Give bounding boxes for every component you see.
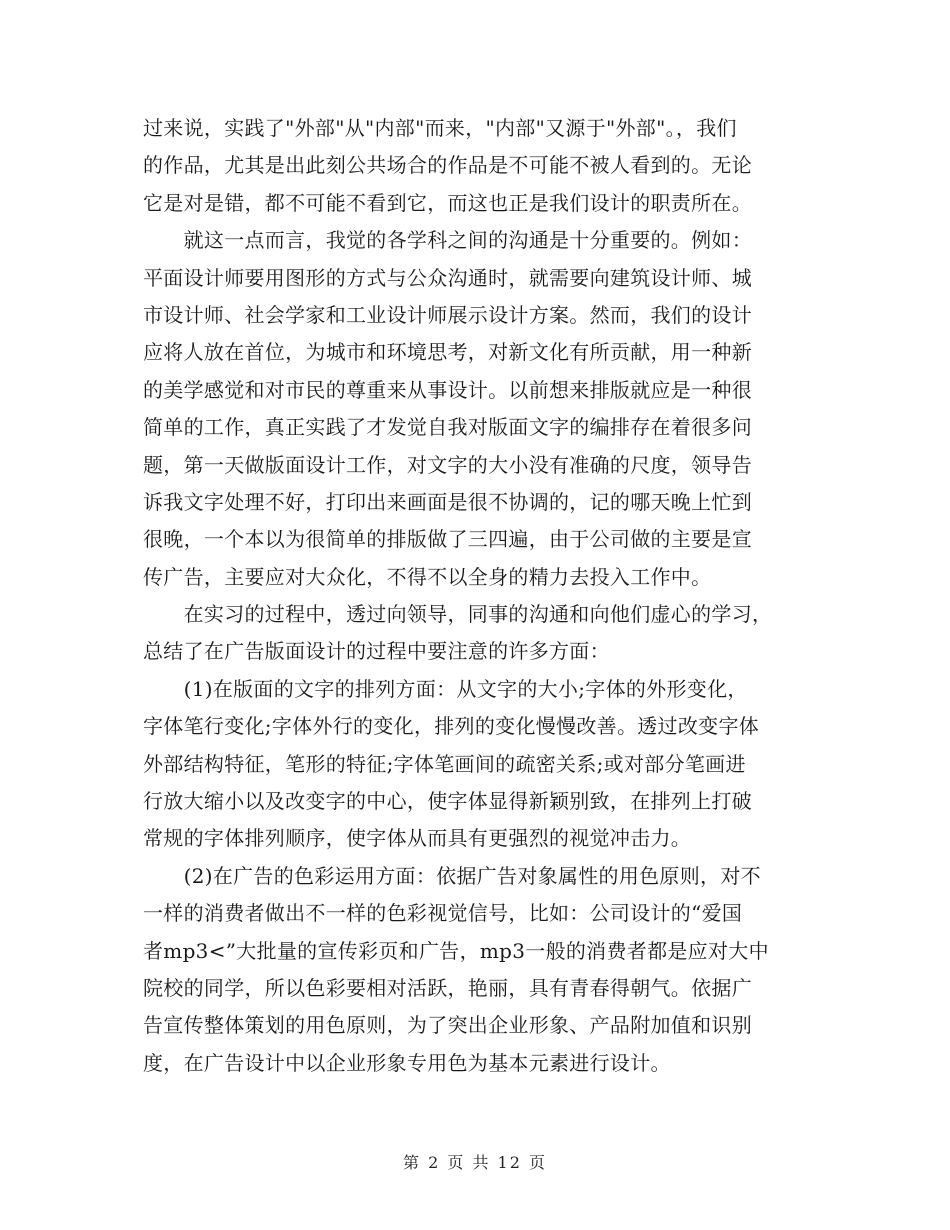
text-line: 就这一点而言，我觉的各学科之间的沟通是十分重要的。例如：: [143, 228, 752, 253]
text-line: 题，第一天做版面设计工作，对文字的大小没有准确的尺度，领导告: [143, 452, 752, 477]
text-line: 它是对是错，都不可能不看到它，而这也正是我们设计的职责所在。: [143, 190, 752, 215]
text-line: 的作品，尤其是出此刻公共场合的作品是不可能不被人看到的。无论: [143, 153, 752, 178]
document-body: [143, 110, 813, 1082]
text-line: 告宣传整体策划的用色原则，为了突出企业形象、产品附加值和识别: [143, 1013, 752, 1038]
text-line: 行放大缩小以及改变字的中心，使字体显得新颖别致，在排列上打破: [143, 789, 752, 814]
text-line: 常规的字体排列顺序，使字体从而具有更强烈的视觉冲击力。: [143, 826, 692, 851]
text-line: 市设计师、社会学家和工业设计师展示设计方案。然而，我们的设计: [143, 302, 752, 327]
text-line: 在实习的过程中，透过向领导，同事的沟通和向他们虚心的学习，: [143, 602, 773, 627]
text-line: 字体笔行变化;字体外行的变化，排列的变化慢慢改善。透过改变字体: [143, 714, 760, 739]
text-line: 很晚，一个本以为很简单的排版做了三四遍，由于公司做的主要是宣: [143, 527, 752, 552]
text-line: 总结了在广告版面设计的过程中要注意的许多方面：: [143, 639, 610, 664]
text-line: 诉我文字处理不好，打印出来画面是很不协调的，记的哪天晚上忙到: [143, 489, 752, 514]
text-line: 院校的同学，所以色彩要相对活跃，艳丽，具有青春得朝气。依据广: [143, 975, 752, 1000]
text-line: 一样的消费者做出不一样的色彩视觉信号，比如：公司设计的“爱国: [143, 901, 743, 926]
text-line: 的美学感觉和对市民的尊重来从事设计。以前想来排版就应是一种很: [143, 377, 752, 402]
text-line: (1)在版面的文字的排列方面：从文字的大小;字体的外形变化，: [143, 676, 748, 701]
text-line: 应将人放在首位，为城市和环境思考，对新文化有所贡献，用一种新: [143, 340, 752, 365]
page-number-footer: 第 2 页 共 12 页: [403, 1153, 547, 1172]
text-line: 外部结构特征，笔形的特征;字体笔画间的疏密关系;或对部分笔画进: [143, 751, 746, 776]
text-line: 过来说，实践了"外部"从"内部"而来，"内部"又源于"外部"。，我们: [143, 116, 737, 140]
text-line: 者mp3<”大批量的宣传彩页和广告，mp3一般的消费者都是应对大中: [143, 938, 769, 963]
text-line: 平面设计师要用图形的方式与公众沟通时，就需要向建筑设计师、城: [143, 265, 752, 290]
text-line: (2)在广告的色彩运用方面：依据广告对象属性的用色原则，对不: [143, 863, 761, 888]
text-line: 度，在广告设计中以企业形象专用色为基本元素进行设计。: [143, 1050, 671, 1075]
text-line: 传广告，主要应对大众化，不得不以全身的精力去投入工作中。: [143, 564, 712, 589]
text-line: 简单的工作，真正实践了才发觉自我对版面文字的编排存在着很多问: [143, 415, 752, 440]
